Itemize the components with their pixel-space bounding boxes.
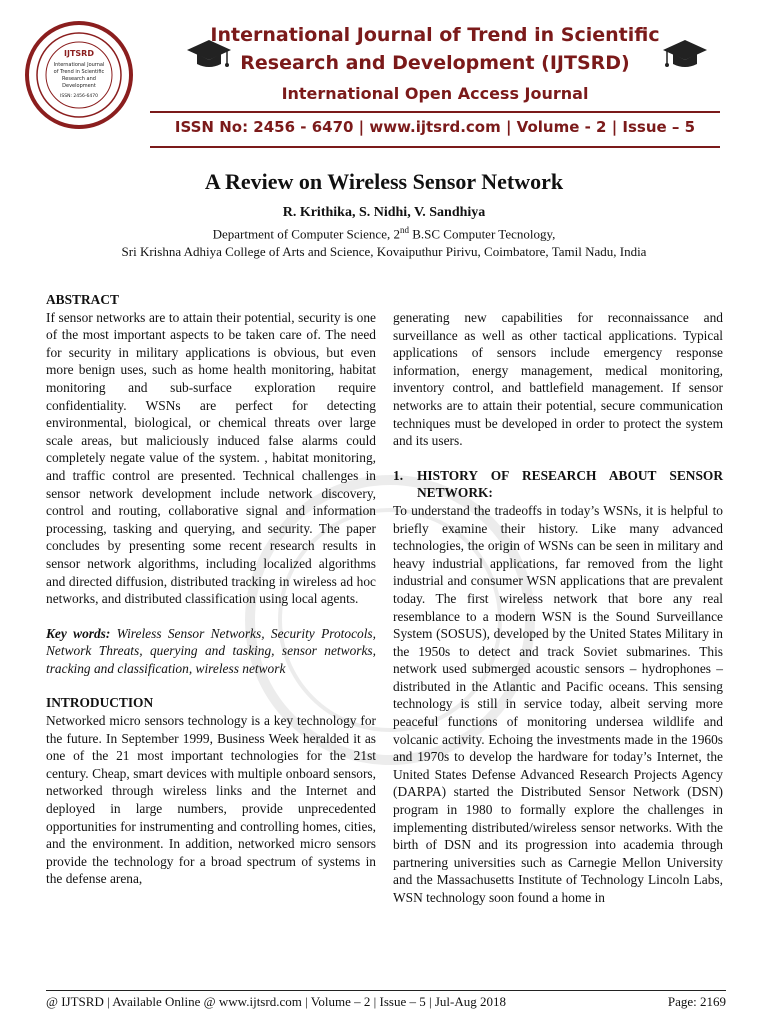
header-divider	[150, 111, 720, 113]
abstract-text: If sensor networks are to attain their potential, security is one of the most important aspects to be taken care of. The need for security in military applications is obvious, but even more benign uses, such as home health monitoring, habitat monitoring and sub-surface exploration require confidentiality. WSNs are perfect for detecting environmental, biological, or chemical threats over large scale areas, but maliciously induced false alarms could completely negate value of the system. , habitat monitoring, and traffic control are presented. Technical challenges in sensor network development include network discovery, control and routing, collaborative signal and information processing, tasking and querying, and security. The paper concludes by presenting some recent research results in sensor network algorithms, including localized algorithms and directed diffusion, distributed tracking in wireless ad hoc networks, and distributed classification using local agents.	[46, 309, 376, 607]
continued-text: generating new capabilities for reconnaissance and surveillance as well as other tactical applications. Typical applications of sensors include emergency response information, energy management, medical monitoring, inventory control, and battlefield management. If sensor networks are to attain their potential, secure communication techniques must be developed in order to protect the system and its users.	[393, 310, 723, 449]
open-access-label: International Open Access Journal	[281, 84, 589, 103]
introduction-heading: INTRODUCTION	[46, 695, 154, 711]
seal-text: of Trend in Scientific	[53, 69, 105, 75]
left-column	[46, 291, 376, 888]
abstract-heading: ABSTRACT	[46, 292, 119, 307]
seal-text: International Journal	[53, 62, 105, 68]
seal-text: ISSN: 2456-6470	[60, 94, 98, 99]
journal-seal-logo	[24, 20, 134, 130]
footer-divider	[46, 990, 726, 991]
author-list: R. Krithika, S. Nidhi, V. Sandhiya	[282, 205, 486, 220]
seal-text: Research and	[62, 76, 96, 82]
page-footer	[46, 994, 726, 1010]
keywords: Key words: Wireless Sensor Networks, Security Protocols, Network Threats, querying and tasking, sensor networks, tracking and classification, wireless network	[46, 625, 376, 676]
affiliation-college: Sri Krishna Adhiya College of Arts and Science, Kovaiputhur Pirivu, Coimbatore, Tamil Nadu, India	[121, 244, 647, 259]
journal-name-line1: International Journal of Trend in Scientific	[210, 24, 660, 46]
right-column	[393, 309, 723, 907]
section-1-heading: 1. HISTORY OF RESEARCH ABOUT SENSOR NETWORK:	[393, 467, 723, 501]
paper-title: A Review on Wireless Sensor Network	[204, 169, 564, 194]
footer-citation: @ IJTSRD | Available Online @ www.ijtsrd.com | Volume – 2 | Issue – 5 | Jul-Aug 2018	[46, 994, 506, 1009]
seal-text: IJTSRD	[64, 49, 94, 58]
affiliation-department: Department of Computer Science, 2nd B.SC Computer Tecnology,	[212, 225, 556, 242]
introduction-text: Networked micro sensors technology is a key technology for the future. In September 1999, Business Week heralded it as one of the 21 most important technologies for the 21st century. Cheap, smart devices with multiple onboard sensors, networked through wireless links and the Internet and deployed in large numbers, provide unprecedented opportunities for instrumenting and controlling homes, cities, and the environment. In addition, networked micro sensors provide the technology for a broad spectrum of systems in the defense arena,	[46, 713, 376, 887]
journal-name-line2: Research and Development (IJTSRD)	[240, 52, 630, 74]
section-1-text: To understand the tradeoffs in today’s WSNs, it is helpful to briefly examine their history. Like many advanced technologies, the origin of WSNs can be seen in military and heavy industrial applications, far removed from the light industrial and consumer WSN applications that are prevalent today. The first wireless network that bore any real resemblance to a modern WSN is the Sound Surveillance System (SOSUS), developed by the United States Military in the 1950s to detect and track Soviet submarines. This network used submerged acoustic sensors – hydrophones – distributed in the Atlantic and Pacific oceans. This sensing technology is still in service today, albeit serving more peaceful functions of monitoring undersea wildlife and volcanic activity. Echoing the investments made in the 1960s and 1970s to develop the hardware for today’s Internet, the United States Defense Advanced Research Projects Agency (DARPA) started the Distributed Sensor Network (DSN) program in 1980 to formally explore the challenges in implementing distributed/wireless sensor networks. With the birth of DSN and its progression into academia through partnering universities such as Carnegie Mellon University and the Massachusetts Institute of Technology Lincoln Labs, WSN technology soon found a home in	[393, 502, 723, 905]
page-number: Page: 2169	[667, 994, 726, 1009]
seal-text: Development	[62, 83, 96, 89]
issn-line: ISSN No: 2456 - 6470 | www.ijtsrd.com | Volume - 2 | Issue – 5	[174, 118, 696, 136]
header-divider	[150, 146, 720, 148]
